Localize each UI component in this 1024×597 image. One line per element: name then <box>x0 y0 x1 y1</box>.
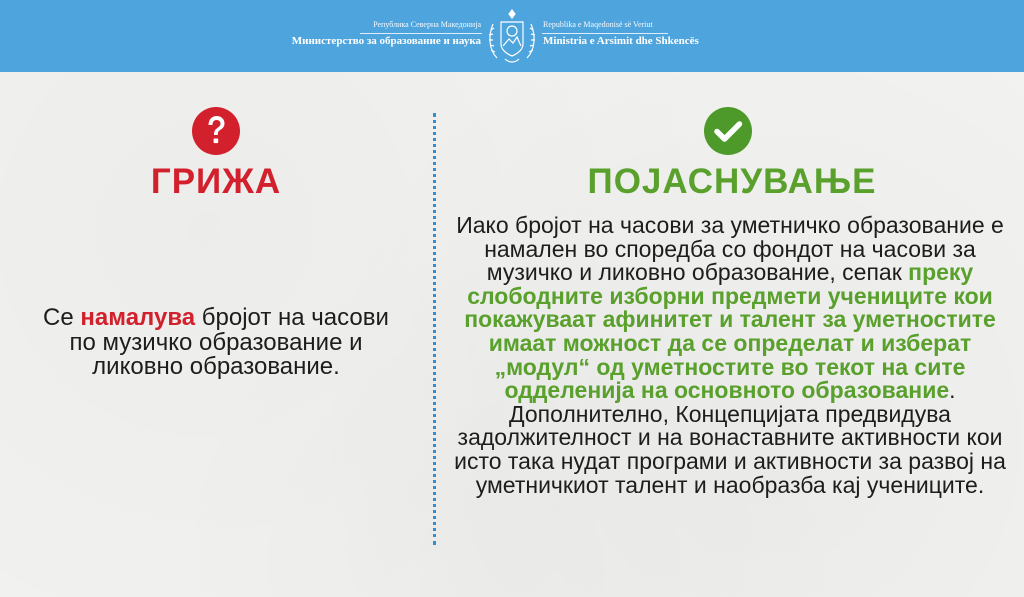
question-icon <box>191 106 241 156</box>
explanation-text-before: Иако бројот на часови за уметничко образование е намален во споредба со фондот на часови за музичко и ликовно образование, сепак <box>456 212 1004 286</box>
header-mk-block <box>292 20 481 48</box>
concern-title: ГРИЖА <box>150 162 282 201</box>
explanation-text-after: Дополнително, Концепцијата предвидува задолжителност и на вонаставните активности кои исто така нудат програми и активности за развој на уметничкиот талент и наобразба кај учениците. <box>454 400 1006 498</box>
header-ministry-al: Ministria e Arsimit dhe Shkencës <box>543 35 699 47</box>
explanation-period: . <box>949 377 956 404</box>
explanation-text <box>452 214 1008 497</box>
concern-text-after: бројот на часови по музичко образование и ликовно образование. <box>69 304 389 380</box>
concern-text <box>40 306 392 380</box>
header-country-al: Republika e Maqedonisë së Veriut <box>543 20 653 29</box>
concern-text-before: Се <box>43 304 81 331</box>
explanation-highlight: преку слободните изборни предмети учениците кои покажуваат афинитет и талент за уметностите имаат можност да се определат и изберат „модул“ од уметностите во текот на сите одделенија на основното образование <box>464 259 996 404</box>
concern-highlight: намалува <box>80 304 196 331</box>
ministry-header <box>0 0 1024 72</box>
header-separator-left <box>360 33 482 34</box>
header-country-mk: Република Северна Македонија <box>373 20 481 29</box>
coat-of-arms-emblem <box>485 6 539 66</box>
column-divider <box>433 113 436 545</box>
header-ministry-mk: Министерство за образование и наука <box>291 35 481 47</box>
header-al-block <box>543 20 699 48</box>
checkmark-icon <box>703 106 753 156</box>
explanation-title: ПОЈАСНУВАЊЕ <box>587 162 877 201</box>
